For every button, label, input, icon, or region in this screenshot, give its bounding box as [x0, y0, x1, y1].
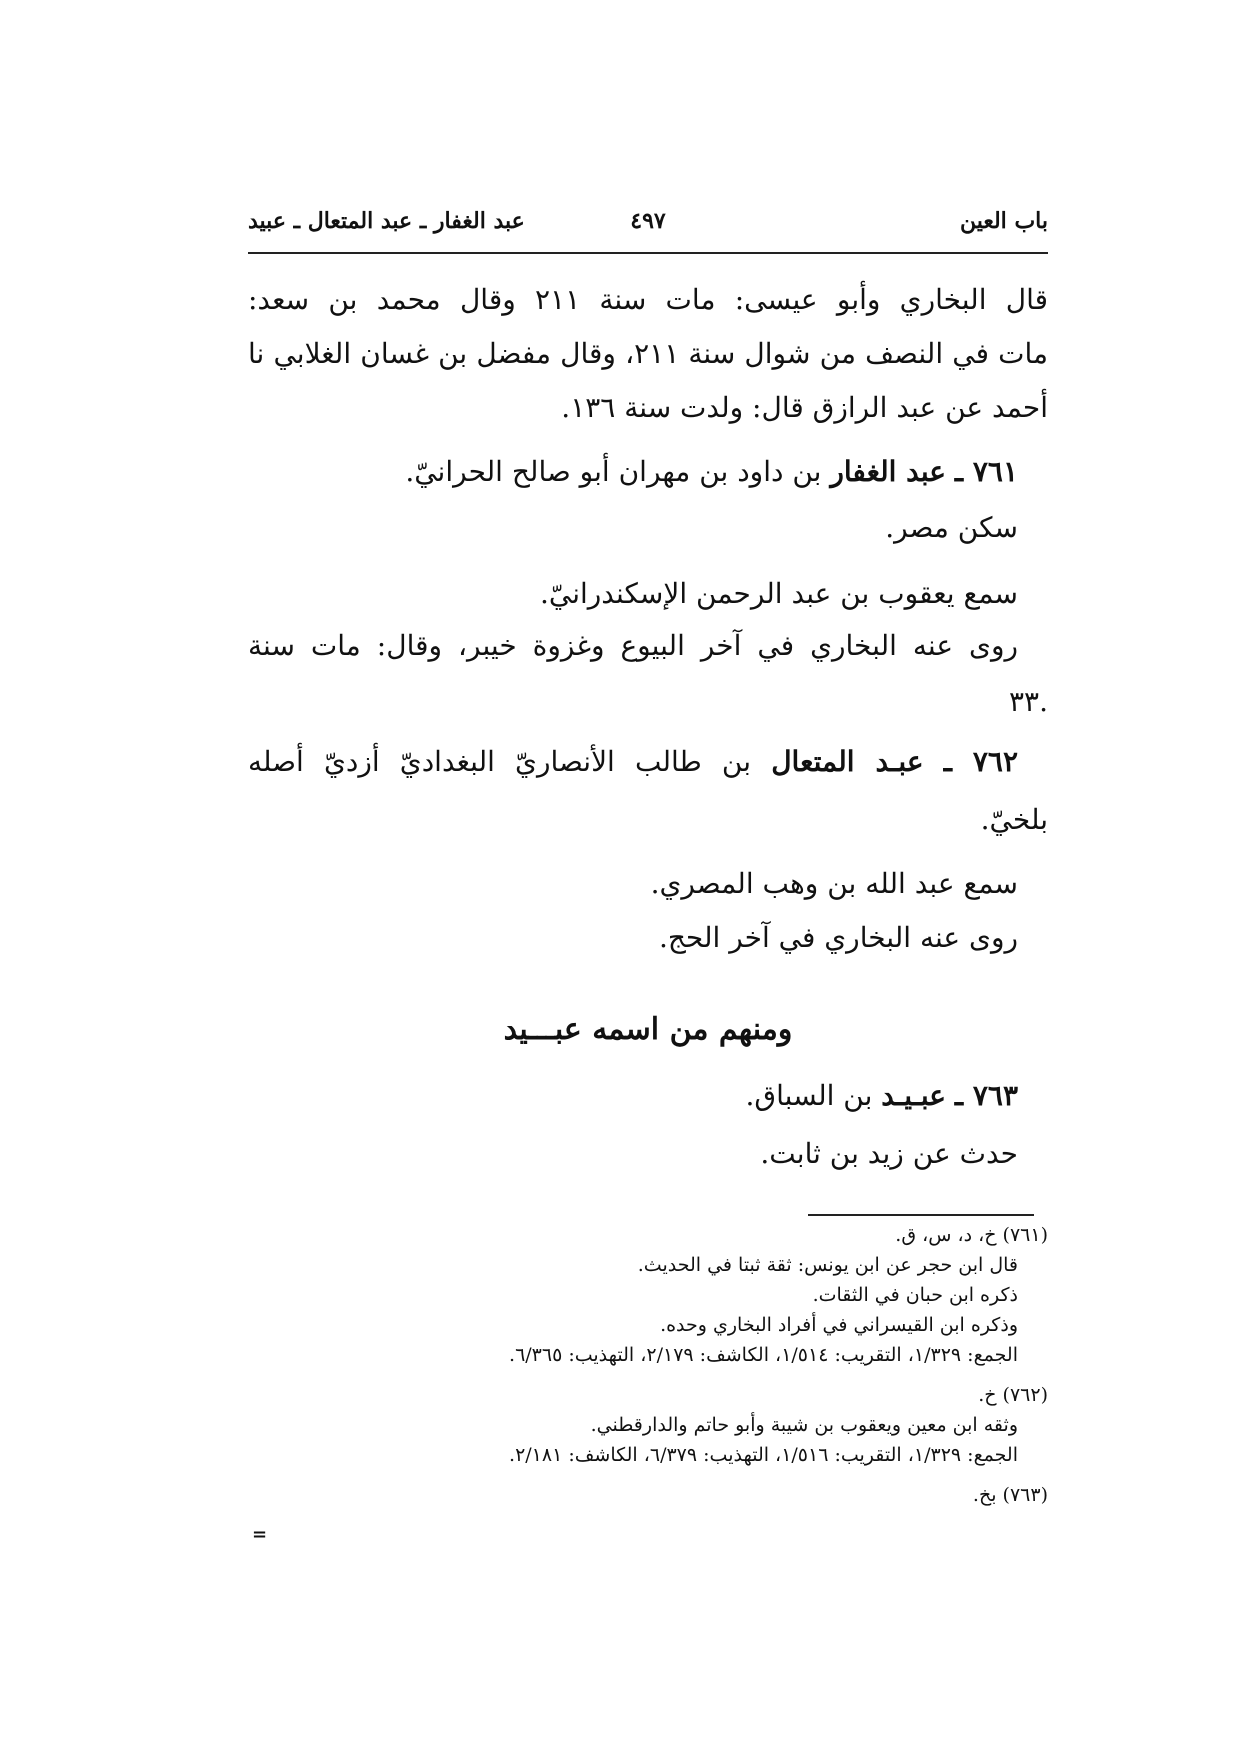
- entry-761-heading: [405, 455, 1018, 488]
- footnote-761-line: ذكره ابن حبان في الثقات.: [812, 1284, 1018, 1306]
- entry-number: ٧٦٢ ـ: [943, 745, 1019, 778]
- chapter-title: باب العين: [959, 208, 1048, 234]
- footnote-761-line: وذكره ابن القيسراني في أفراد البخاري وحده.: [660, 1314, 1018, 1336]
- footnote-762-line: الجمع: ١/٣٢٩، التقريب: ١/٥١٦، التهذيب: ٦/٣٧٩، الكاشف: ٢/١٨١.: [509, 1444, 1018, 1466]
- body-line: سكن مصر.: [885, 511, 1018, 544]
- footnote-rule: [808, 1214, 1034, 1216]
- body-line: بلخيّ.: [980, 803, 1048, 836]
- entry-lineage: بن السباق.: [745, 1079, 873, 1112]
- body-line: روى عنه البخاري في آخر الحج.: [658, 921, 1018, 954]
- body-line: أحمد عن عبد الرازق قال: ولدت سنة ١٣٦.: [561, 391, 1048, 424]
- footnote-761-line: قال ابن حجر عن ابن يونس: ثقة ثبتا في الحديث.: [637, 1254, 1018, 1276]
- footnote-762-line: وثقه ابن معين ويعقوب بن شيبة وأبو حاتم والدارقطني.: [590, 1414, 1018, 1436]
- entry-lineage: بن داود بن مهران أبو صالح الحرانيّ.: [405, 455, 822, 488]
- entry-name: عبد الغفار: [830, 455, 947, 488]
- section-range: عبد الغفار ـ عبد المتعال ـ عبيد: [248, 208, 525, 234]
- footnote-761-line: (٧٦١) خ، د، س، ق.: [895, 1224, 1048, 1246]
- entry-762-heading: [248, 745, 1019, 778]
- page-number: ٤٩٧: [630, 208, 666, 234]
- entry-number: ٧٦١ ـ: [954, 455, 1018, 488]
- body-line: سمع يعقوب بن عبد الرحمن الإسكندرانيّ.: [539, 577, 1018, 610]
- running-header: [248, 208, 1048, 248]
- entry-number: ٧٦٣ ـ: [954, 1079, 1018, 1112]
- entry-name: عبـد المتعال: [771, 745, 924, 778]
- body-line: سمع عبد الله بن وهب المصري.: [650, 867, 1018, 900]
- body-line: حدث عن زيد بن ثابت.: [760, 1137, 1018, 1170]
- footnote-762-line: (٧٦٢) خ.: [978, 1384, 1048, 1406]
- body-line: مات في النصف من شوال سنة ٢١١، وقال مفضل بن غسان الغلابي نا: [248, 337, 1048, 370]
- body-line: قال البخاري وأبو عيسى: مات سنة ٢١١ وقال محمد بن سعد:: [248, 283, 1048, 316]
- margin-mark: =: [252, 1524, 268, 1545]
- footnote-763-line: (٧٦٣) بخ.: [972, 1484, 1048, 1506]
- entry-lineage: بن طالب الأنصاريّ البغداديّ أزديّ أصله: [248, 745, 752, 778]
- footnote-761-line: الجمع: ١/٣٢٩، التقريب: ١/٥١٤، الكاشف: ٢/١٧٩، التهذيب: ٦/٣٦٥.: [509, 1344, 1018, 1366]
- header-rule: [248, 252, 1048, 254]
- section-title: ومنهم من اسمه عبـــيد: [503, 1012, 793, 1047]
- entry-name: عبـيـد: [881, 1079, 947, 1112]
- entry-763-heading: [745, 1079, 1018, 1112]
- body-line: روى عنه البخاري في آخر البيوع وغزوة خيبر، وقال: مات سنة: [248, 629, 1018, 662]
- body-line: ٣٣.: [1009, 685, 1048, 718]
